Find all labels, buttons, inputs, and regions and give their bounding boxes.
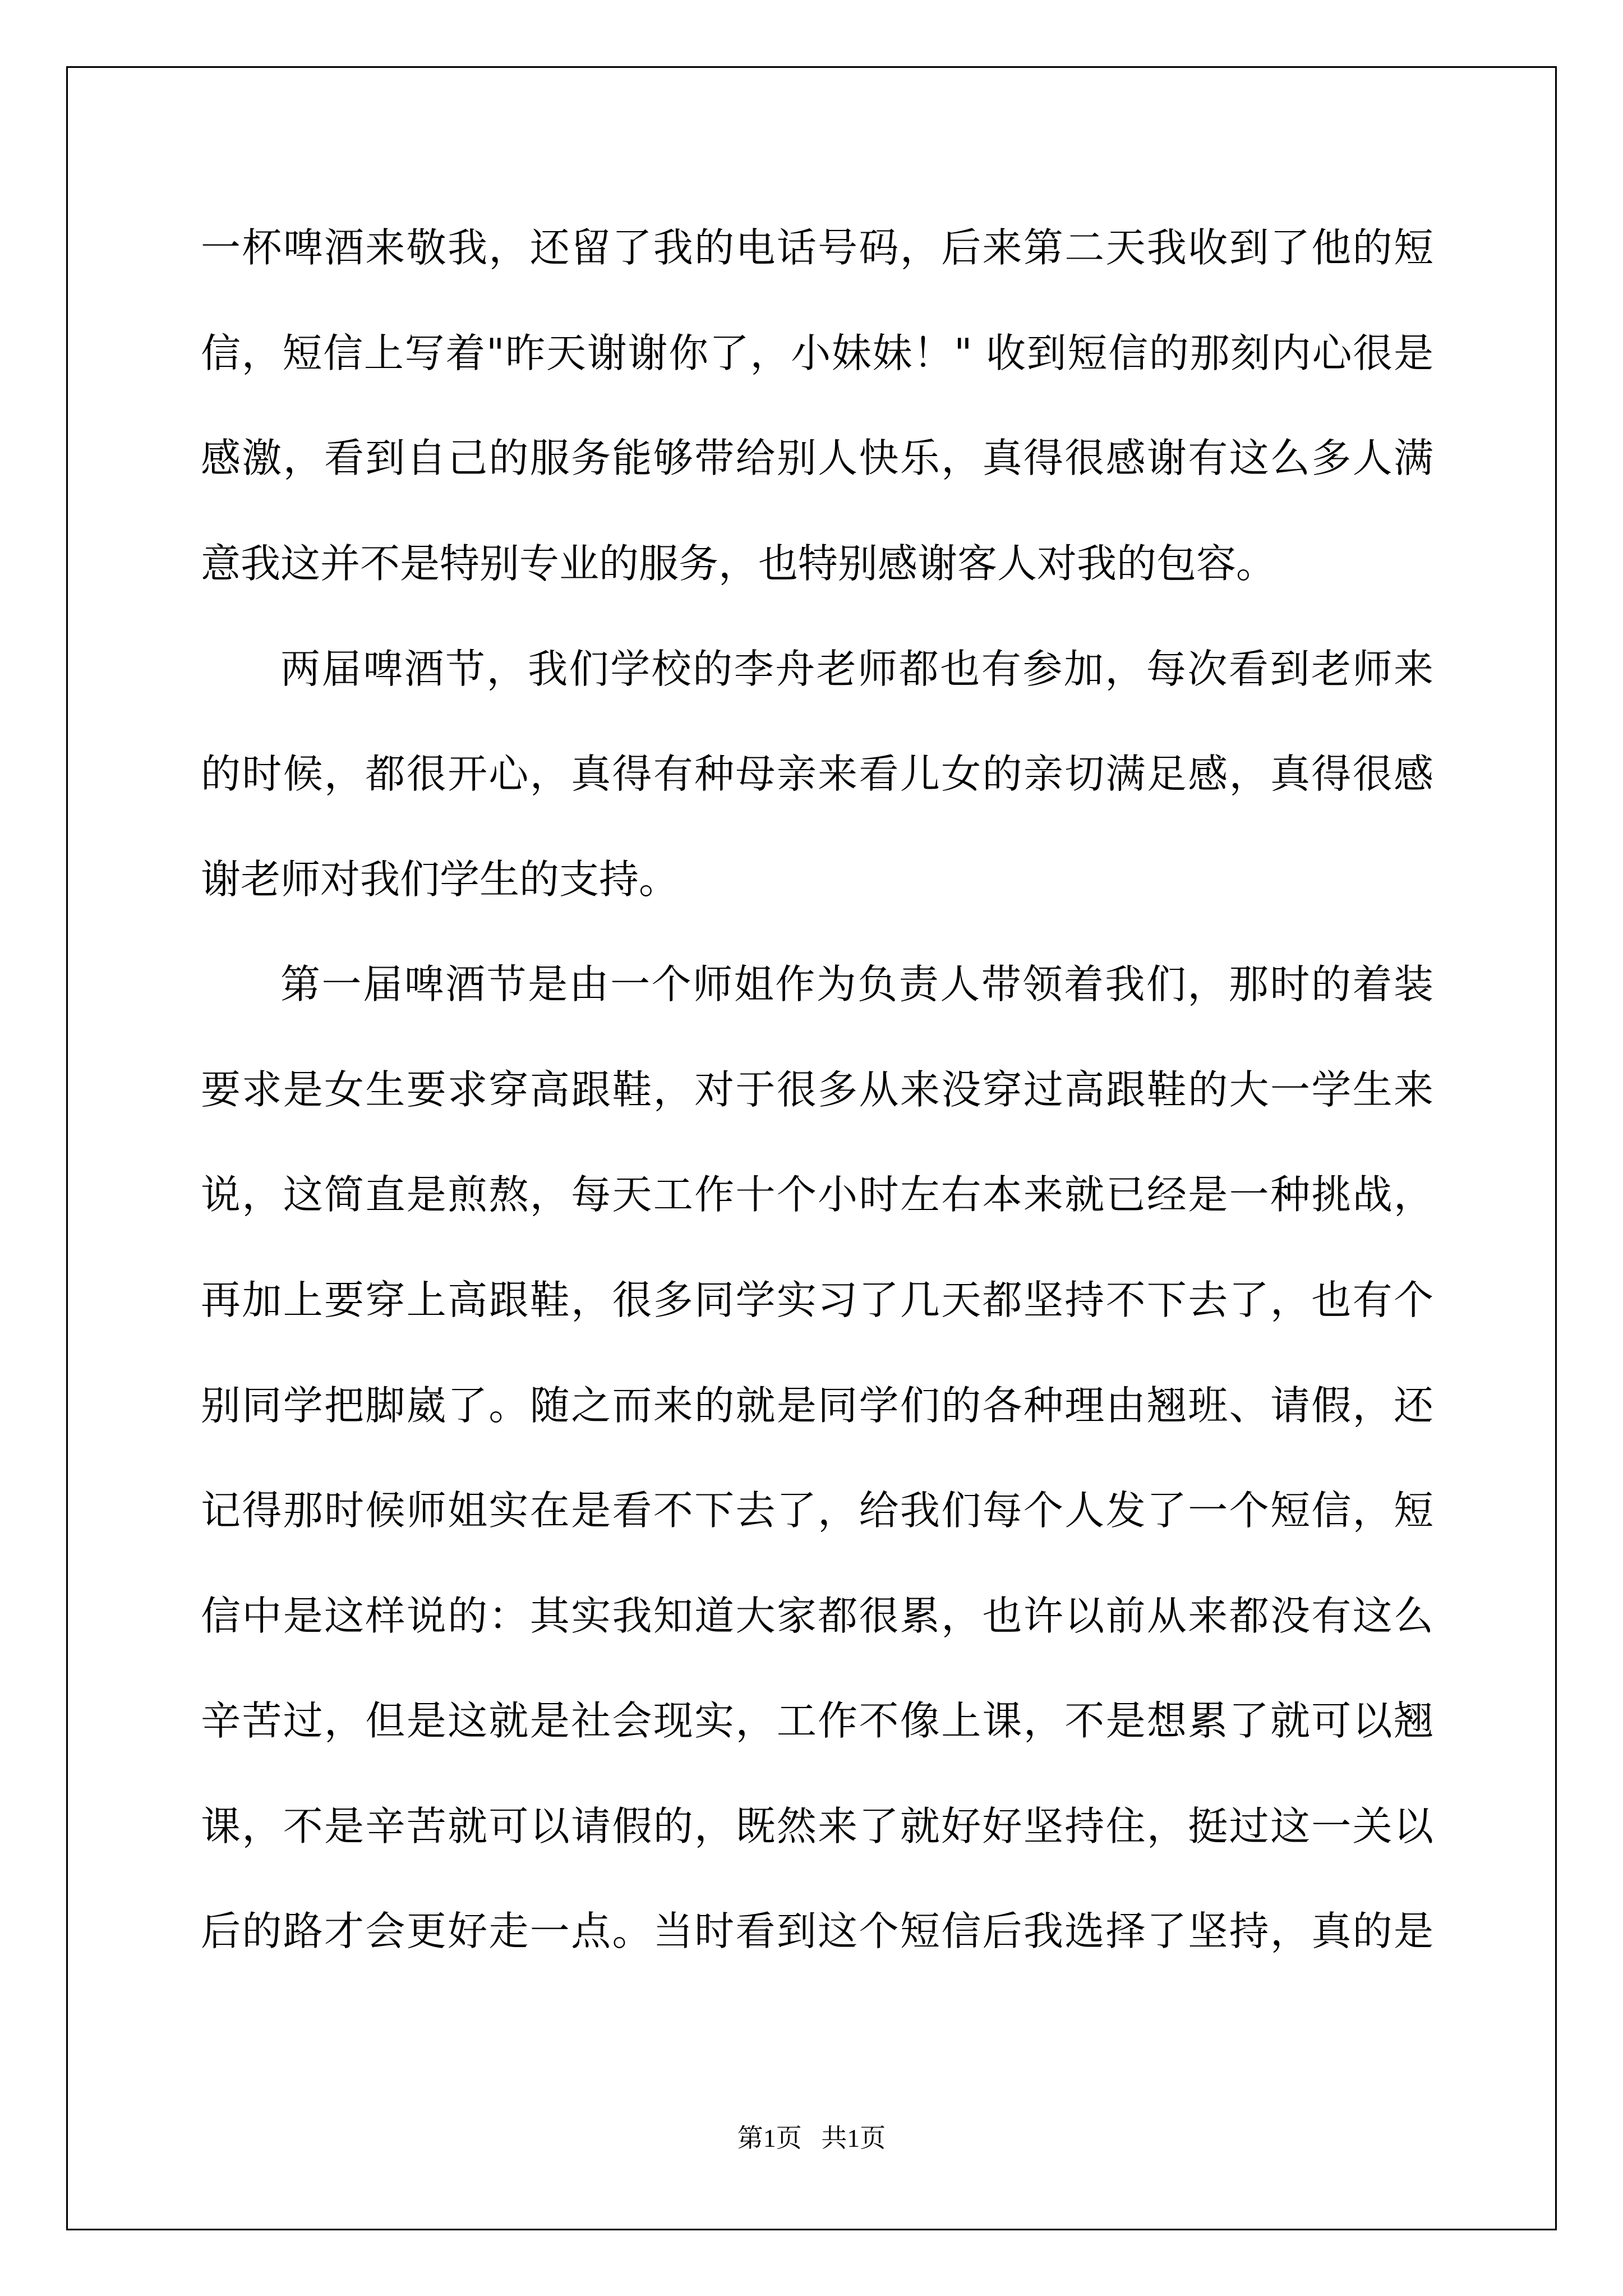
text-line: 课，不是辛苦就可以请假的，既然来了就好好坚持住，挺过这一关以 bbox=[201, 1803, 1433, 1849]
text-line: 谢老师对我们学生的支持。 bbox=[201, 856, 679, 903]
page-total: 共1页 bbox=[821, 2124, 886, 2152]
text-line: 的时候，都很开心，真得有种母亲来看儿女的亲切满足感，真得很感 bbox=[201, 751, 1433, 797]
text-line: 感激，看到自己的服务能够带给别人快乐，真得很感谢有这么多人满 bbox=[201, 435, 1433, 481]
page-number: 第1页 bbox=[737, 2124, 802, 2152]
text-line: 两届啤酒节，我们学校的李舟老师都也有参加，每次看到老师来 bbox=[280, 646, 1433, 692]
text-line: 再加上要穿上高跟鞋，很多同学实习了几天都坚持不下去了，也有个 bbox=[201, 1277, 1433, 1323]
text-line: 第一届啤酒节是由一个师姐作为负责人带领着我们，那时的着装 bbox=[280, 961, 1433, 1007]
text-line: 后的路才会更好走一点。当时看到这个短信后我选择了坚持，真的是 bbox=[201, 1908, 1433, 1954]
text-line: 记得那时候师姐实在是看不下去了，给我们每个人发了一个短信，短 bbox=[201, 1487, 1433, 1534]
text-line: 信，短信上写着"昨天谢谢你了，小妹妹！" 收到短信的那刻内心很是 bbox=[201, 330, 1433, 376]
page-footer bbox=[0, 2122, 1623, 2155]
text-line: 信中是这样说的：其实我知道大家都很累，也许以前从来都没有这么 bbox=[201, 1593, 1433, 1639]
text-line: 别同学把脚崴了。随之而来的就是同学们的各种理由翘班、请假，还 bbox=[201, 1382, 1433, 1429]
text-line: 要求是女生要求穿高跟鞋，对于很多从来没穿过高跟鞋的大一学生来 bbox=[201, 1066, 1433, 1113]
text-line: 说，这简直是煎熬，每天工作十个小时左右本来就已经是一种挑战， bbox=[201, 1171, 1433, 1218]
text-line: 一杯啤酒来敬我，还留了我的电话号码，后来第二天我收到了他的短 bbox=[201, 224, 1433, 271]
text-line: 意我这并不是特别专业的服务，也特别感谢客人对我的包容。 bbox=[201, 540, 1276, 587]
text-line: 辛苦过，但是这就是社会现实，工作不像上课，不是想累了就可以翘 bbox=[201, 1697, 1433, 1744]
